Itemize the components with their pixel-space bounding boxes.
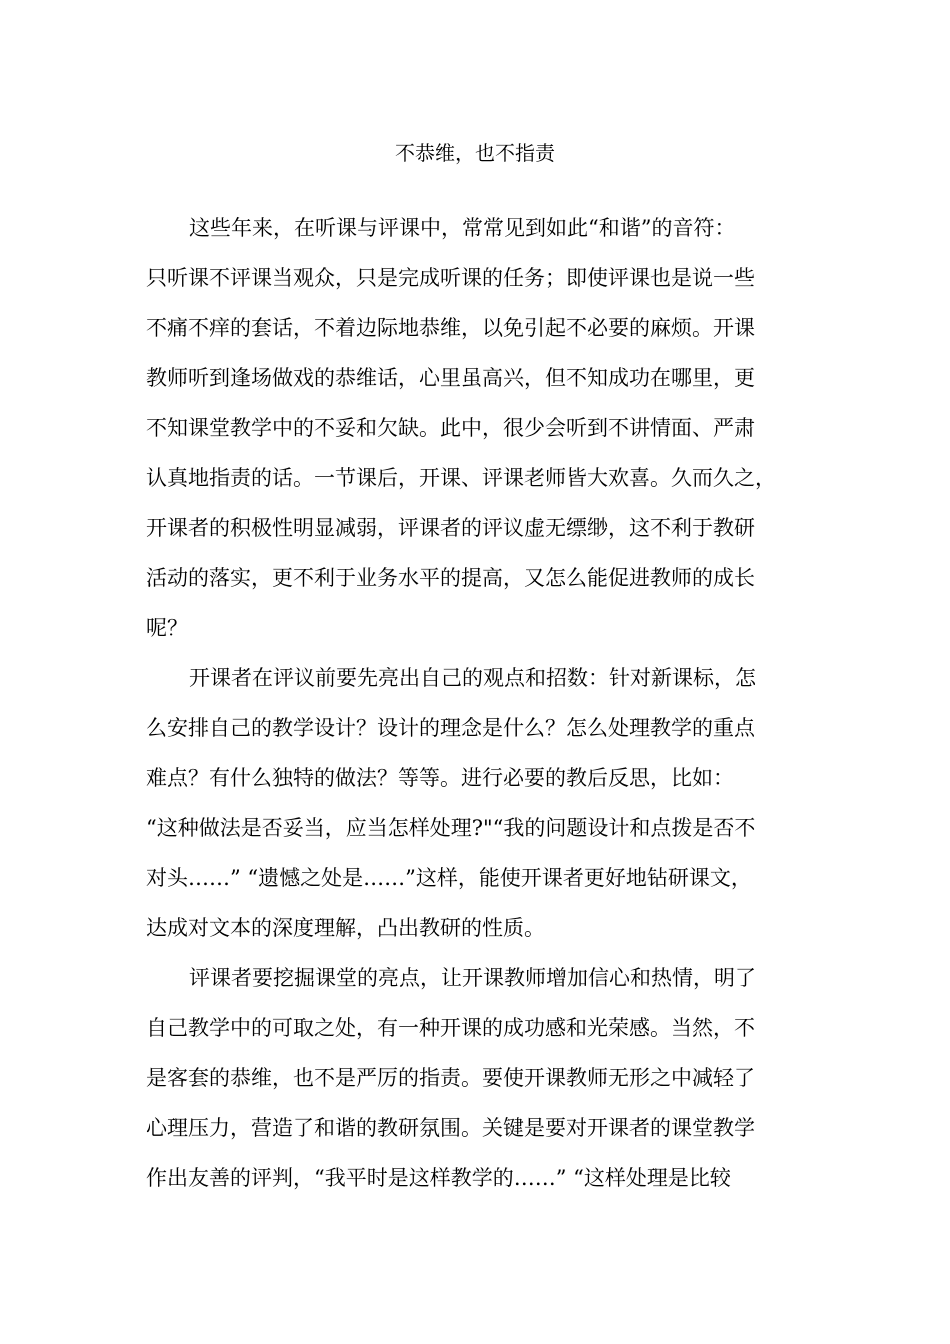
text-line: 开课者在评议前要先亮出自己的观点和招数：针对新课标，怎 bbox=[189, 666, 756, 690]
text-line: 只听课不评课当观众，只是完成听课的任务；即使评课也是说一些 bbox=[146, 266, 755, 290]
text-line: 是客套的恭维，也不是严厉的指责。要使开课教师无形之中减轻了 bbox=[146, 1066, 755, 1090]
text-line: 作出友善的评判，“我平时是这样教学的……” “这样处理是比较 bbox=[146, 1166, 731, 1190]
text-line: 教师听到逢场做戏的恭维话，心里虽高兴，但不知成功在哪里，更 bbox=[146, 366, 755, 390]
text-line: 心理压力，营造了和谐的教研氛围。关键是要对开课者的课堂教学 bbox=[146, 1116, 755, 1140]
text-line: 不痛不痒的套话，不着边际地恭维，以免引起不必要的麻烦。开课 bbox=[146, 316, 755, 340]
text-line: 呢？ bbox=[146, 616, 188, 640]
text-line: 评课者要挖掘课堂的亮点，让开课教师增加信心和热情，明了 bbox=[189, 966, 756, 990]
text-line: “这种做法是否妥当，应当怎样处理?"“我的问题设计和点拨是否不 bbox=[146, 816, 756, 840]
text-line: 自己教学中的可取之处，有一种开课的成功感和光荣感。当然，不 bbox=[146, 1016, 755, 1040]
text-line: 么安排自己的教学设计？设计的理念是什么？怎么处理教学的重点 bbox=[146, 716, 755, 740]
text-line: 这些年来，在听课与评课中，常常见到如此“和谐”的音符： bbox=[189, 216, 736, 240]
text-line: 开课者的积极性明显减弱，评课者的评议虚无缥缈，这不利于教研 bbox=[146, 516, 755, 540]
text-line: 达成对文本的深度理解，凸出教研的性质。 bbox=[146, 916, 545, 940]
text-line: 活动的落实，更不利于业务水平的提高，又怎么能促进教师的成长 bbox=[146, 566, 755, 590]
document-title: 不恭维，也不指责 bbox=[395, 141, 555, 165]
text-line: 难点？有什么独特的做法？等等。进行必要的教后反思，比如： bbox=[146, 766, 734, 790]
text-line: 对头……” “遗憾之处是……”这样，能使开课者更好地钻研课文， bbox=[146, 866, 752, 890]
text-line: 认真地指责的话。一节课后，开课、评课老师皆大欢喜。久而久之， bbox=[146, 466, 776, 490]
text-line: 不知课堂教学中的不妥和欠缺。此中，很少会听到不讲情面、严肃 bbox=[146, 416, 755, 440]
